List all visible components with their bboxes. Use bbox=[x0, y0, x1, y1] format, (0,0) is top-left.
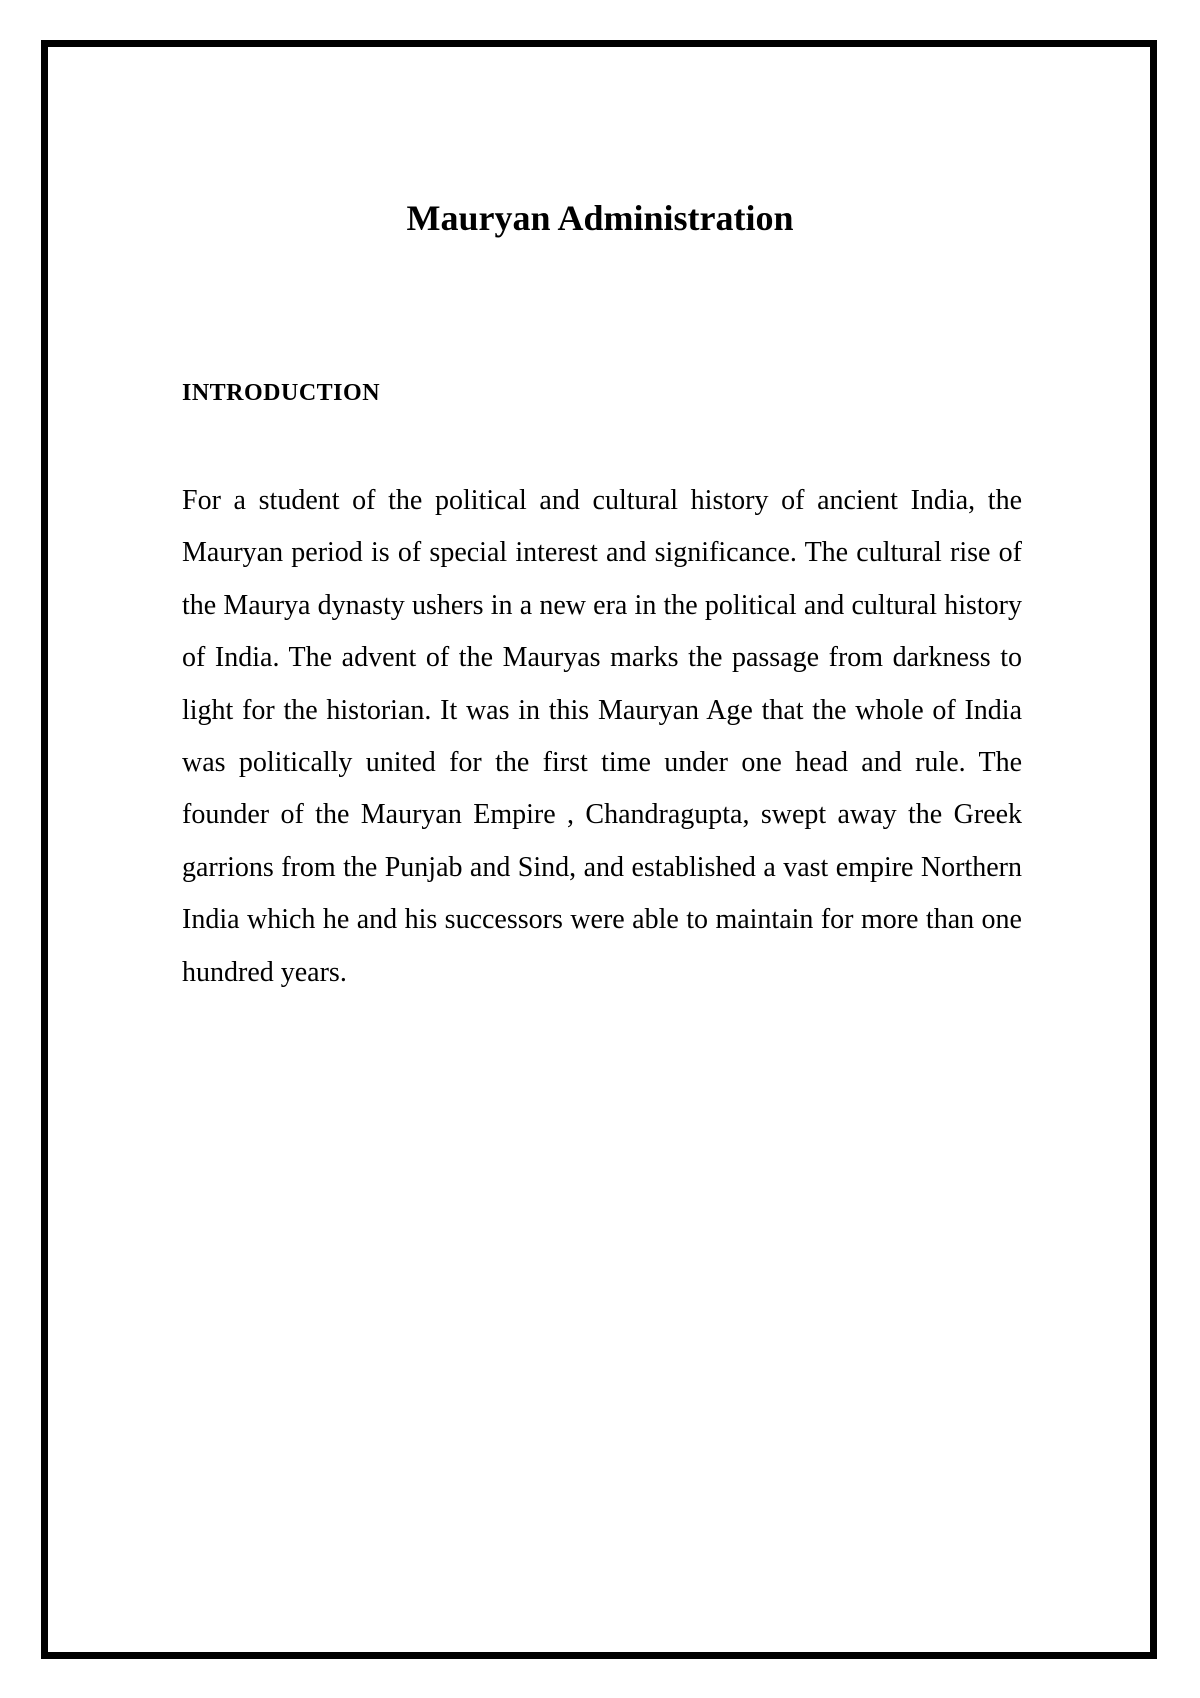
introduction-paragraph: For a student of the political and cultural history of ancient India, the Mauryan period is of special interest and significance. The cultural rise of the Maurya dynasty ushers in a new era in the political and cultural history of India. The advent of the Mauryas marks the passage from darkness to light for the historian. It was in this Mauryan Age that the whole of India was politically united for the first time under one head and rule. The founder of the Mauryan Empire , Chandragupta, swept away the Greek garrions from the Punjab and Sind, and established a vast empire Northern India which he and his successors were able to maintain for more than one hundred years. bbox=[182, 485, 1022, 988]
section-heading-introduction: INTRODUCTION bbox=[182, 380, 381, 406]
page-title: Mauryan Administration bbox=[406, 198, 794, 238]
